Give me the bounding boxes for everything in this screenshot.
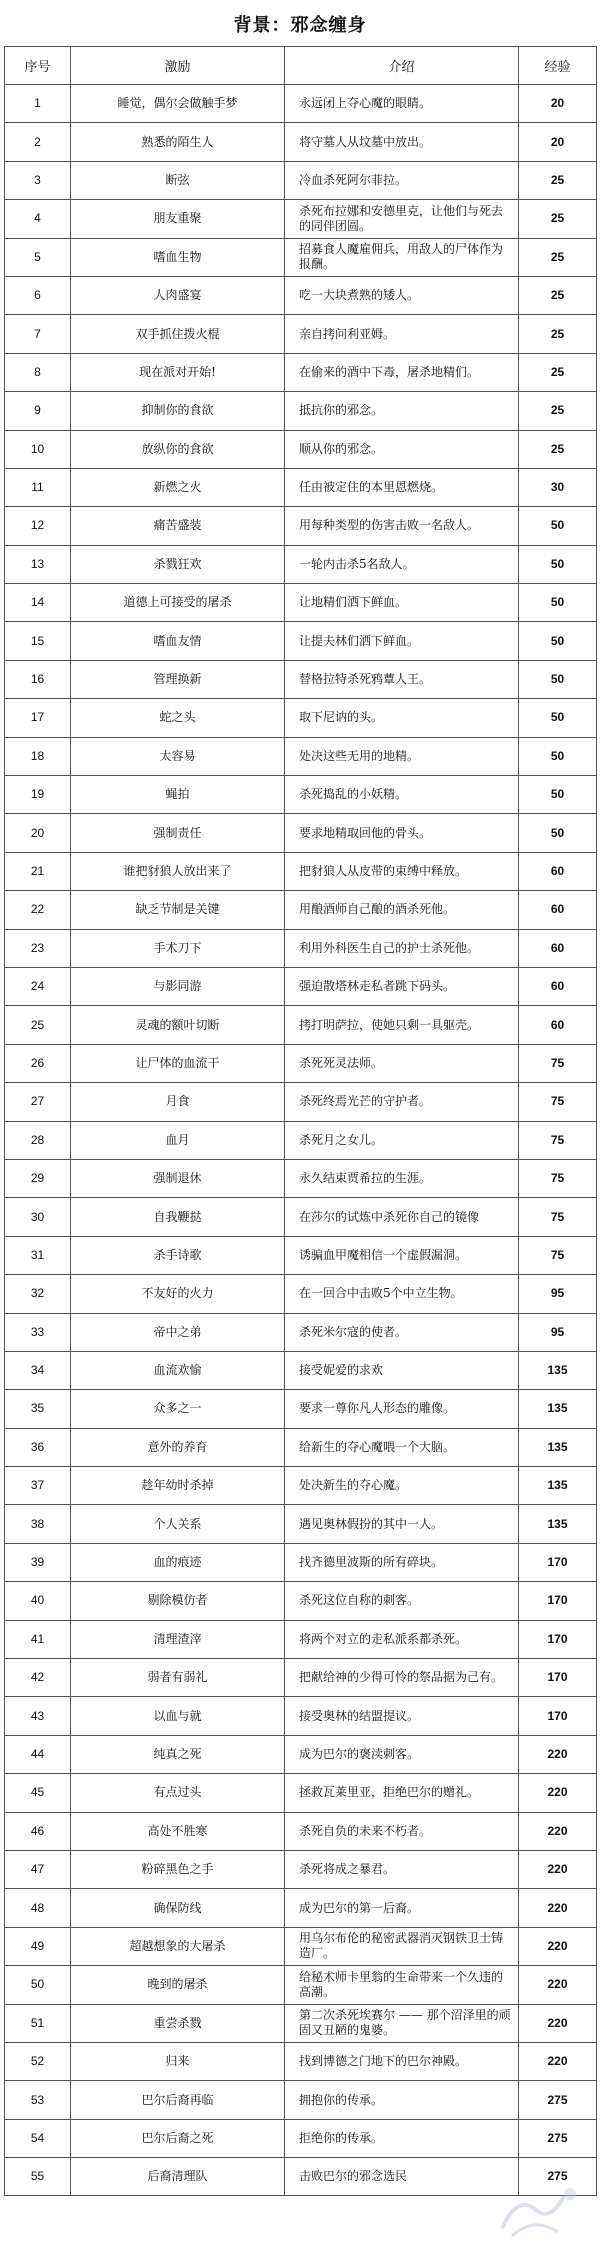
row-number-cell: 13 xyxy=(5,545,71,583)
incentive-name-cell: 血月 xyxy=(71,1121,285,1159)
table-row xyxy=(5,161,597,199)
incentive-name-cell: 剔除模仿者 xyxy=(71,1582,285,1620)
table-row xyxy=(5,1121,597,1159)
table-body xyxy=(5,85,597,2196)
incentive-name-cell: 双手抓住拨火棍 xyxy=(71,315,285,353)
table-row xyxy=(5,2042,597,2080)
incentive-name-cell: 道德上可接受的屠杀 xyxy=(71,584,285,622)
incentive-description-cell: 要求地精取回他的骨头。 xyxy=(285,814,519,852)
incentive-name-cell: 谁把豺狼人放出来了 xyxy=(71,852,285,890)
incentive-description-cell: 把豺狼人从皮带的束缚中释放。 xyxy=(285,852,519,890)
experience-cell: 20 xyxy=(519,85,597,123)
row-number-cell: 6 xyxy=(5,276,71,314)
table-row xyxy=(5,699,597,737)
incentive-name-cell: 睡觉，偶尔会做触手梦 xyxy=(71,85,285,123)
row-number-cell: 52 xyxy=(5,2042,71,2080)
row-number-cell: 9 xyxy=(5,392,71,430)
incentive-description-cell: 招募食人魔雇佣兵，用敌人的尸体作为报酬。 xyxy=(285,238,519,276)
experience-cell: 50 xyxy=(519,622,597,660)
incentive-description-cell: 让地精们洒下鲜血。 xyxy=(285,584,519,622)
incentive-description-cell: 要求一尊你凡人形态的雕像。 xyxy=(285,1390,519,1428)
experience-cell: 135 xyxy=(519,1390,597,1428)
incentive-description-cell: 冷血杀死阿尔菲拉。 xyxy=(285,161,519,199)
row-number-cell: 20 xyxy=(5,814,71,852)
table-row xyxy=(5,1735,597,1773)
experience-cell: 75 xyxy=(519,1198,597,1236)
incentive-description-cell: 拥抱你的传承。 xyxy=(285,2081,519,2119)
incentive-name-cell: 后裔清理队 xyxy=(71,2158,285,2196)
incentive-name-cell: 新燃之火 xyxy=(71,468,285,506)
incentive-name-cell: 痛苦盛装 xyxy=(71,507,285,545)
row-number-cell: 25 xyxy=(5,1006,71,1044)
experience-cell: 75 xyxy=(519,1121,597,1159)
row-number-cell: 31 xyxy=(5,1236,71,1274)
row-number-cell: 49 xyxy=(5,1927,71,1965)
incentive-description-cell: 利用外科医生自己的护士杀死他。 xyxy=(285,929,519,967)
incentive-description-cell: 在莎尔的试炼中杀死你自己的镜像 xyxy=(285,1198,519,1236)
incentive-description-cell: 在偷来的酒中下毒，屠杀地精们。 xyxy=(285,353,519,391)
row-number-cell: 22 xyxy=(5,891,71,929)
incentive-name-cell: 重尝杀戮 xyxy=(71,2004,285,2042)
row-number-cell: 55 xyxy=(5,2158,71,2196)
row-number-cell: 36 xyxy=(5,1428,71,1466)
incentive-description-cell: 成为巴尔的褒渎刺客。 xyxy=(285,1735,519,1773)
row-number-cell: 23 xyxy=(5,929,71,967)
incentive-name-cell: 意外的养育 xyxy=(71,1428,285,1466)
table-row xyxy=(5,468,597,506)
experience-cell: 170 xyxy=(519,1582,597,1620)
table-row xyxy=(5,1006,597,1044)
table-row xyxy=(5,584,597,622)
table-row xyxy=(5,1774,597,1812)
incentive-name-cell: 血的痕迹 xyxy=(71,1543,285,1581)
incentive-name-cell: 断弦 xyxy=(71,161,285,199)
table-row xyxy=(5,1505,597,1543)
table-row xyxy=(5,1620,597,1658)
experience-cell: 95 xyxy=(519,1313,597,1351)
table-row xyxy=(5,891,597,929)
table-row xyxy=(5,1275,597,1313)
experience-cell: 25 xyxy=(519,200,597,238)
incentive-name-cell: 超越想象的大屠杀 xyxy=(71,1927,285,1965)
incentive-name-cell: 帝中之弟 xyxy=(71,1313,285,1351)
table-row xyxy=(5,276,597,314)
incentive-description-cell: 将两个对立的走私派系都杀死。 xyxy=(285,1620,519,1658)
table-header-row xyxy=(5,47,597,85)
experience-cell: 25 xyxy=(519,315,597,353)
incentive-name-cell: 蛇之头 xyxy=(71,699,285,737)
row-number-cell: 27 xyxy=(5,1083,71,1121)
experience-cell: 25 xyxy=(519,276,597,314)
incentive-description-cell: 遇见奥林假扮的其中一人。 xyxy=(285,1505,519,1543)
incentive-name-cell: 灵魂的额叶切断 xyxy=(71,1006,285,1044)
table-row xyxy=(5,315,597,353)
incentive-table xyxy=(4,46,597,2196)
experience-cell: 220 xyxy=(519,1850,597,1888)
experience-cell: 50 xyxy=(519,660,597,698)
row-number-cell: 5 xyxy=(5,238,71,276)
experience-cell: 220 xyxy=(519,1774,597,1812)
incentive-name-cell: 巴尔后裔之死 xyxy=(71,2119,285,2157)
incentive-name-cell: 嗜血生物 xyxy=(71,238,285,276)
incentive-description-cell: 抵抗你的邪念。 xyxy=(285,392,519,430)
experience-cell: 50 xyxy=(519,545,597,583)
page-title: 背景：邪念缠身 xyxy=(233,15,367,36)
incentive-name-cell: 嗜血友情 xyxy=(71,622,285,660)
table-row xyxy=(5,1351,597,1389)
row-number-cell: 39 xyxy=(5,1543,71,1581)
experience-cell: 220 xyxy=(519,1927,597,1965)
table-row xyxy=(5,545,597,583)
experience-cell: 25 xyxy=(519,353,597,391)
header-incentive: 激励 xyxy=(71,47,285,85)
incentive-description-cell: 杀死将成之暴君。 xyxy=(285,1850,519,1888)
incentive-description-cell: 处决新生的夺心魔。 xyxy=(285,1467,519,1505)
incentive-description-cell: 杀死死灵法师。 xyxy=(285,1044,519,1082)
incentive-name-cell: 抑制你的食欲 xyxy=(71,392,285,430)
incentive-description-cell: 吃一大块煮熟的矮人。 xyxy=(285,276,519,314)
experience-cell: 50 xyxy=(519,507,597,545)
incentive-description-cell: 杀死月之女儿。 xyxy=(285,1121,519,1159)
incentive-description-cell: 杀死捣乱的小妖精。 xyxy=(285,776,519,814)
incentive-name-cell: 蝇拍 xyxy=(71,776,285,814)
watermark-logo-icon xyxy=(484,2176,594,2246)
header-description: 介绍 xyxy=(285,47,519,85)
incentive-description-cell: 给新生的夺心魔喂一个大脑。 xyxy=(285,1428,519,1466)
incentive-name-cell: 趁年幼时杀掉 xyxy=(71,1467,285,1505)
row-number-cell: 46 xyxy=(5,1812,71,1850)
experience-cell: 60 xyxy=(519,929,597,967)
incentive-name-cell: 粉碎黑色之手 xyxy=(71,1850,285,1888)
incentive-description-cell: 用每种类型的伤害击败一名敌人。 xyxy=(285,507,519,545)
incentive-description-cell: 拷打明萨拉，使她只剩一具躯壳。 xyxy=(285,1006,519,1044)
table-row xyxy=(5,1467,597,1505)
experience-cell: 275 xyxy=(519,2119,597,2157)
row-number-cell: 33 xyxy=(5,1313,71,1351)
experience-cell: 50 xyxy=(519,814,597,852)
experience-cell: 75 xyxy=(519,1044,597,1082)
row-number-cell: 3 xyxy=(5,161,71,199)
incentive-name-cell: 强制责任 xyxy=(71,814,285,852)
table-row xyxy=(5,353,597,391)
incentive-description-cell: 替格拉特杀死鸦蕈人王。 xyxy=(285,660,519,698)
row-number-cell: 18 xyxy=(5,737,71,775)
row-number-cell: 41 xyxy=(5,1620,71,1658)
incentive-name-cell: 管理换新 xyxy=(71,660,285,698)
table-row xyxy=(5,852,597,890)
incentive-description-cell: 顺从你的邪念。 xyxy=(285,430,519,468)
incentive-description-cell: 取下尼讷的头。 xyxy=(285,699,519,737)
table-row xyxy=(5,1159,597,1197)
row-number-cell: 28 xyxy=(5,1121,71,1159)
experience-cell: 220 xyxy=(519,2004,597,2042)
incentive-description-cell: 诱骗血甲魔相信一个虚假漏洞。 xyxy=(285,1236,519,1274)
experience-cell: 20 xyxy=(519,123,597,161)
table-row xyxy=(5,660,597,698)
incentive-description-cell: 将守墓人从坟墓中放出。 xyxy=(285,123,519,161)
incentive-name-cell: 自我鞭挞 xyxy=(71,1198,285,1236)
incentive-description-cell: 给秘术师卡里翁的生命带来一个久违的高潮。 xyxy=(285,1966,519,2004)
row-number-cell: 53 xyxy=(5,2081,71,2119)
incentive-description-cell: 接受奥林的结盟提议。 xyxy=(285,1697,519,1735)
row-number-cell: 7 xyxy=(5,315,71,353)
row-number-cell: 48 xyxy=(5,1889,71,1927)
table-row xyxy=(5,2119,597,2157)
table-row xyxy=(5,1044,597,1082)
table-row xyxy=(5,1198,597,1236)
table-row xyxy=(5,1850,597,1888)
row-number-cell: 10 xyxy=(5,430,71,468)
experience-cell: 95 xyxy=(519,1275,597,1313)
incentive-name-cell: 熟悉的陌生人 xyxy=(71,123,285,161)
table-row xyxy=(5,1236,597,1274)
experience-cell: 275 xyxy=(519,2081,597,2119)
experience-cell: 75 xyxy=(519,1083,597,1121)
incentive-name-cell: 巴尔后裔再临 xyxy=(71,2081,285,2119)
experience-cell: 220 xyxy=(519,1966,597,2004)
experience-cell: 220 xyxy=(519,1735,597,1773)
row-number-cell: 12 xyxy=(5,507,71,545)
incentive-name-cell: 现在派对开始! xyxy=(71,353,285,391)
row-number-cell: 17 xyxy=(5,699,71,737)
incentive-name-cell: 杀戮狂欢 xyxy=(71,545,285,583)
incentive-name-cell: 有点过头 xyxy=(71,1774,285,1812)
incentive-name-cell: 强制退休 xyxy=(71,1159,285,1197)
incentive-description-cell: 杀死自负的未来不朽者。 xyxy=(285,1812,519,1850)
incentive-description-cell: 拯救瓦莱里亚，拒绝巴尔的赠礼。 xyxy=(285,1774,519,1812)
incentive-description-cell: 让提夫林们洒下鲜血。 xyxy=(285,622,519,660)
experience-cell: 75 xyxy=(519,1236,597,1274)
experience-cell: 135 xyxy=(519,1428,597,1466)
incentive-description-cell: 找到博德之门地下的巴尔神殿。 xyxy=(285,2042,519,2080)
table-row xyxy=(5,814,597,852)
row-number-cell: 42 xyxy=(5,1659,71,1697)
experience-cell: 170 xyxy=(519,1697,597,1735)
incentive-description-cell: 永远闭上夺心魔的眼睛。 xyxy=(285,85,519,123)
experience-cell: 170 xyxy=(519,1659,597,1697)
incentive-name-cell: 以血与就 xyxy=(71,1697,285,1735)
experience-cell: 135 xyxy=(519,1467,597,1505)
row-number-cell: 51 xyxy=(5,2004,71,2042)
incentive-description-cell: 第二次杀死埃赛尔 —— 那个沼泽里的顽固又丑陋的鬼婆。 xyxy=(285,2004,519,2042)
experience-cell: 220 xyxy=(519,1812,597,1850)
row-number-cell: 24 xyxy=(5,967,71,1005)
row-number-cell: 35 xyxy=(5,1390,71,1428)
incentive-name-cell: 个人关系 xyxy=(71,1505,285,1543)
table-row xyxy=(5,1927,597,1965)
row-number-cell: 44 xyxy=(5,1735,71,1773)
row-number-cell: 26 xyxy=(5,1044,71,1082)
incentive-description-cell: 亲自拷问利亚姆。 xyxy=(285,315,519,353)
incentive-name-cell: 让尸体的血流干 xyxy=(71,1044,285,1082)
experience-cell: 50 xyxy=(519,584,597,622)
table-row xyxy=(5,1083,597,1121)
table-row xyxy=(5,967,597,1005)
row-number-cell: 40 xyxy=(5,1582,71,1620)
experience-cell: 135 xyxy=(519,1505,597,1543)
table-row xyxy=(5,1812,597,1850)
experience-cell: 220 xyxy=(519,2042,597,2080)
incentive-name-cell: 手术刀下 xyxy=(71,929,285,967)
table-row xyxy=(5,1543,597,1581)
experience-cell: 25 xyxy=(519,392,597,430)
row-number-cell: 4 xyxy=(5,200,71,238)
incentive-description-cell: 杀死布拉娜和安德里克，让他们与死去的同伴团圆。 xyxy=(285,200,519,238)
row-number-cell: 21 xyxy=(5,852,71,890)
incentive-name-cell: 纯真之死 xyxy=(71,1735,285,1773)
incentive-name-cell: 放纵你的食欲 xyxy=(71,430,285,468)
experience-cell: 170 xyxy=(519,1620,597,1658)
incentive-description-cell: 接受妮爱的求欢 xyxy=(285,1351,519,1389)
row-number-cell: 1 xyxy=(5,85,71,123)
incentive-description-cell: 杀死这位自称的刺客。 xyxy=(285,1582,519,1620)
table-row xyxy=(5,776,597,814)
table-row xyxy=(5,85,597,123)
row-number-cell: 38 xyxy=(5,1505,71,1543)
table-row xyxy=(5,1659,597,1697)
experience-cell: 75 xyxy=(519,1159,597,1197)
experience-cell: 25 xyxy=(519,238,597,276)
incentive-name-cell: 太容易 xyxy=(71,737,285,775)
row-number-cell: 43 xyxy=(5,1697,71,1735)
table-row xyxy=(5,2004,597,2042)
experience-cell: 60 xyxy=(519,852,597,890)
table-row xyxy=(5,1390,597,1428)
incentive-description-cell: 杀死终焉光芒的守护者。 xyxy=(285,1083,519,1121)
experience-cell: 50 xyxy=(519,699,597,737)
incentive-description-cell: 任由被定住的本里恩燃烧。 xyxy=(285,468,519,506)
incentive-description-cell: 杀死米尔寇的使者。 xyxy=(285,1313,519,1351)
experience-cell: 220 xyxy=(519,1889,597,1927)
incentive-name-cell: 高处不胜寒 xyxy=(71,1812,285,1850)
table-row xyxy=(5,200,597,238)
incentive-description-cell: 永久结束贾希拉的生涯。 xyxy=(285,1159,519,1197)
table-row xyxy=(5,1889,597,1927)
row-number-cell: 15 xyxy=(5,622,71,660)
experience-cell: 50 xyxy=(519,776,597,814)
row-number-cell: 37 xyxy=(5,1467,71,1505)
experience-cell: 60 xyxy=(519,967,597,1005)
incentive-name-cell: 清理渣滓 xyxy=(71,1620,285,1658)
table-row xyxy=(5,238,597,276)
row-number-cell: 34 xyxy=(5,1351,71,1389)
incentive-name-cell: 血流欢愉 xyxy=(71,1351,285,1389)
incentive-name-cell: 与影同游 xyxy=(71,967,285,1005)
incentive-name-cell: 杀手诗歌 xyxy=(71,1236,285,1274)
header-experience: 经验 xyxy=(519,47,597,85)
table-row xyxy=(5,1313,597,1351)
experience-cell: 60 xyxy=(519,891,597,929)
table-row xyxy=(5,392,597,430)
experience-cell: 50 xyxy=(519,737,597,775)
incentive-description-cell: 找齐德里波斯的所有碎块。 xyxy=(285,1543,519,1581)
table-row xyxy=(5,622,597,660)
table-row xyxy=(5,123,597,161)
row-number-cell: 45 xyxy=(5,1774,71,1812)
incentive-description-cell: 处决这些无用的地精。 xyxy=(285,737,519,775)
row-number-cell: 19 xyxy=(5,776,71,814)
incentive-description-cell: 把献给神的少得可怜的祭品据为己有。 xyxy=(285,1659,519,1697)
incentive-description-cell: 拒绝你的传承。 xyxy=(285,2119,519,2157)
experience-cell: 275 xyxy=(519,2158,597,2196)
row-number-cell: 14 xyxy=(5,584,71,622)
incentive-name-cell: 归来 xyxy=(71,2042,285,2080)
incentive-name-cell: 不友好的火力 xyxy=(71,1275,285,1313)
table-row xyxy=(5,430,597,468)
incentive-name-cell: 确保防线 xyxy=(71,1889,285,1927)
incentive-description-cell: 在一回合中击败5个中立生物。 xyxy=(285,1275,519,1313)
row-number-cell: 50 xyxy=(5,1966,71,2004)
row-number-cell: 11 xyxy=(5,468,71,506)
table-row xyxy=(5,929,597,967)
row-number-cell: 16 xyxy=(5,660,71,698)
table-row xyxy=(5,1966,597,2004)
incentive-name-cell: 人肉盛宴 xyxy=(71,276,285,314)
row-number-cell: 8 xyxy=(5,353,71,391)
incentive-description-cell: 成为巴尔的第一后裔。 xyxy=(285,1889,519,1927)
incentive-name-cell: 弱者有弱礼 xyxy=(71,1659,285,1697)
incentive-name-cell: 缺乏节制是关键 xyxy=(71,891,285,929)
table-row xyxy=(5,2081,597,2119)
incentive-description-cell: 用酿酒师自己酿的酒杀死他。 xyxy=(285,891,519,929)
experience-cell: 30 xyxy=(519,468,597,506)
table-row xyxy=(5,1697,597,1735)
row-number-cell: 32 xyxy=(5,1275,71,1313)
experience-cell: 60 xyxy=(519,1006,597,1044)
experience-cell: 170 xyxy=(519,1543,597,1581)
incentive-description-cell: 强迫散塔林走私者跳下码头。 xyxy=(285,967,519,1005)
row-number-cell: 47 xyxy=(5,1850,71,1888)
row-number-cell: 2 xyxy=(5,123,71,161)
incentive-name-cell: 朋友重聚 xyxy=(71,200,285,238)
row-number-cell: 54 xyxy=(5,2119,71,2157)
header-number: 序号 xyxy=(5,47,71,85)
experience-cell: 25 xyxy=(519,430,597,468)
table-row xyxy=(5,1582,597,1620)
incentive-description-cell: 用乌尔布伦的秘密武器消灭钢铁卫士铸造厂。 xyxy=(285,1927,519,1965)
experience-cell: 25 xyxy=(519,161,597,199)
row-number-cell: 29 xyxy=(5,1159,71,1197)
incentive-name-cell: 晚到的屠杀 xyxy=(71,1966,285,2004)
table-row xyxy=(5,507,597,545)
table-row xyxy=(5,737,597,775)
incentive-name-cell: 月食 xyxy=(71,1083,285,1121)
row-number-cell: 30 xyxy=(5,1198,71,1236)
incentive-name-cell: 众多之一 xyxy=(71,1390,285,1428)
incentive-description-cell: 击败巴尔的邪念选民 xyxy=(285,2158,519,2196)
experience-cell: 135 xyxy=(519,1351,597,1389)
table-row xyxy=(5,1428,597,1466)
incentive-description-cell: 一轮内击杀5名敌人。 xyxy=(285,545,519,583)
